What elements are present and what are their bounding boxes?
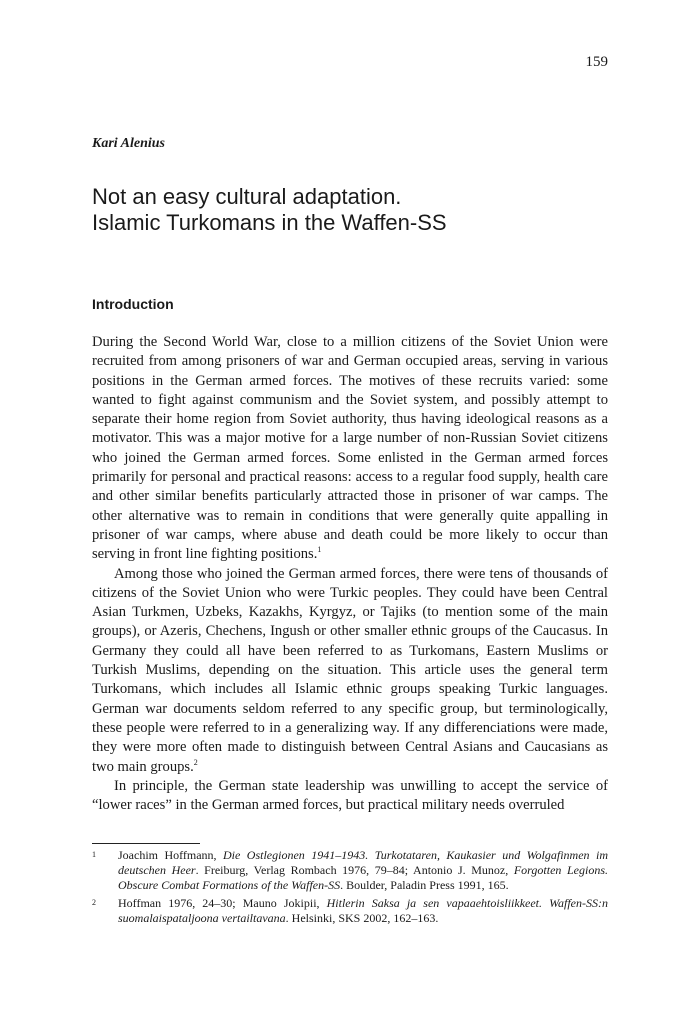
- title-line-2: Islamic Turkomans in the Waffen-SS: [92, 210, 447, 235]
- footnote-text: Joachim Hoffmann,: [118, 848, 224, 862]
- footnotes: [92, 848, 608, 928]
- paragraph: [92, 777, 608, 816]
- author-name: Kari Alenius: [92, 136, 166, 151]
- footnote-ref[interactable]: 1: [317, 545, 322, 555]
- body-text: [92, 333, 608, 815]
- footnote: [92, 848, 608, 894]
- footnote-number: 2: [92, 897, 96, 907]
- article-title: [92, 184, 612, 236]
- page-number: 159: [585, 54, 608, 70]
- footnote: [92, 896, 608, 926]
- footnote-ref[interactable]: 2: [193, 757, 198, 767]
- paragraph: [92, 565, 608, 777]
- title-line-1: Not an easy cultural adaptation.: [92, 184, 402, 209]
- footnote-title-italic: Forgotten Legions. Obscure Combat Formations of the Waffen-SS: [118, 863, 608, 893]
- footnote-text: . Freiburg, Verlag Rombach 1976, 79–84; Antonio J. Munoz,: [195, 863, 514, 878]
- footnote-text: . Boulder, Paladin Press 1991, 165.: [340, 878, 509, 893]
- footnote-title-italic: Hitlerin Saksa ja sen vapaaehtoisliikkeet. Waffen-SS:n suomalaispataljoona vertailtavana: [118, 895, 609, 925]
- paragraph-text: In principle, the German state leadership was unwilling to accept the service of “lower races” in the German armed forces, but practical military needs overruled: [92, 777, 608, 814]
- footnote-text: Hoffman 1976, 24–30; Mauno Jokipii,: [118, 895, 327, 910]
- paragraph-text: Among those who joined the German armed forces, there were tens of thousands of citizens of the Soviet Union who were Turkic peoples. They could have been Central Asian Turkmen, Uzbeks, Kazakhs, Kyrgyz, or Tajiks (to mention some of the main groups), or Azeris, Chechens, Ingush or other smaller ethnic groups of the Caucasus. In Germany they could all have been referred to as Turkomans, Eastern Muslims or Turkish Muslims, depending on the situation. This article uses the general term Turkomans, which includes all Islamic ethnic groups speaking Turkic languages. German war documents seldom referred to any specific group, but terminologically, these people were referred to in a generalizing way. If any differenciations were made, they were more often made to distinguish between Central Asians and Caucasians as two main groups.: [92, 565, 608, 775]
- footnote-title-italic: Die Ostlegionen 1941–1943. Turkotataren, Kaukasier und Wolgafinmen im deutschen Heer: [118, 848, 608, 878]
- footnote-divider: [92, 843, 200, 844]
- section-heading: Introduction: [92, 296, 174, 312]
- footnote-number: 1: [92, 850, 96, 859]
- footnote-text: . Helsinki, SKS 2002, 162–163.: [285, 910, 439, 925]
- paragraph-text: During the Second World War, close to a million citizens of the Soviet Union were recruited from among prisoners of war and German occupied areas, serving in various positions in the German armed forces. The motives of these recruits varied: some wanted to fight against communism and the Soviet system, and possibly attempt to separate their home region from Soviet authority, thus having ideological reasons as a motivator. This was a major motive for a large number of non-Russian Soviet citizens who joined the German armed forces. Some enlisted in the German armed forces primarily for personal and practical reasons: access to a regular food supply, health care and other similar benefits particularly attracted those in prisoner of war camps. The other alternative was to remain in conditions that were generally quite appalling in prisoner of war camps, where abuse and death could be more likely to occur than serving in front line fighting positions.: [92, 334, 608, 563]
- paragraph: [92, 333, 608, 565]
